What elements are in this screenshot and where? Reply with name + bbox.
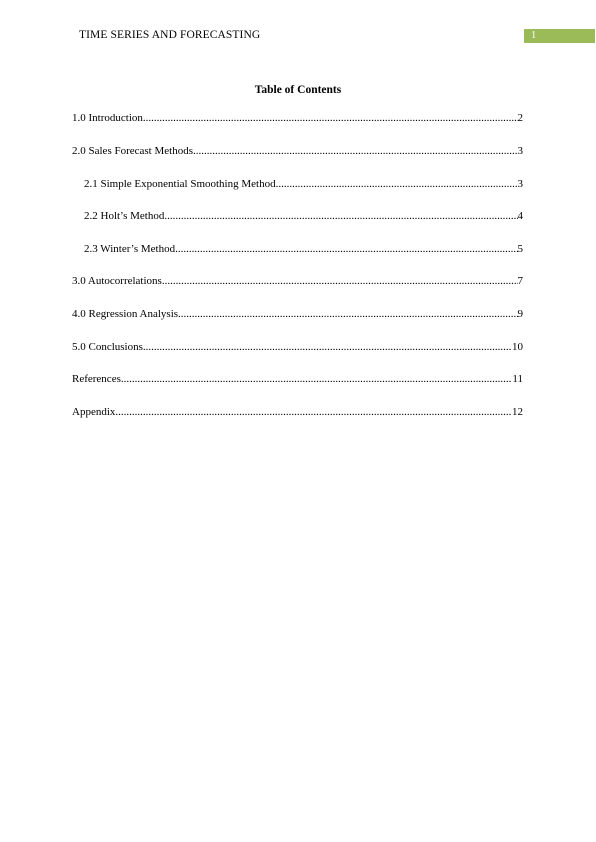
toc-entry-simple-exponential-smoothing[interactable] <box>84 177 523 191</box>
running-head: TIME SERIES AND FORECASTING <box>79 29 261 41</box>
toc-entry-label: 2.0 Sales Forecast Methods <box>72 145 193 157</box>
toc-dot-leader <box>143 111 518 125</box>
toc-entry-page: 11 <box>512 373 523 385</box>
toc-dot-leader <box>143 340 512 354</box>
toc-entry-introduction[interactable] <box>72 111 523 125</box>
toc-entry-page: 12 <box>512 406 523 418</box>
toc-entry-page: 3 <box>517 178 523 190</box>
toc-entry-label: 2.2 Holt’s Method <box>84 210 165 222</box>
toc-entry-page: 3 <box>517 145 523 157</box>
toc-entry-autocorrelations[interactable] <box>72 274 523 288</box>
toc-dot-leader <box>276 177 518 191</box>
toc-entry-regression-analysis[interactable] <box>72 307 523 321</box>
toc-entry-label: References <box>72 373 121 385</box>
toc-entry-label: 1.0 Introduction <box>72 112 143 124</box>
toc-dot-leader <box>178 307 517 321</box>
toc-entry-page: 7 <box>517 275 523 287</box>
toc-entry-conclusions[interactable] <box>72 340 523 354</box>
toc-dot-leader <box>175 242 517 256</box>
toc-dot-leader <box>164 209 517 223</box>
toc-entry-sales-forecast-methods[interactable] <box>72 144 523 158</box>
toc-entry-page: 9 <box>517 308 523 320</box>
toc-entry-label: 5.0 Conclusions <box>72 341 143 353</box>
toc-entry-appendix[interactable] <box>72 405 523 419</box>
toc-entry-label: 2.3 Winter’s Method <box>84 243 176 255</box>
toc-entry-references[interactable] <box>72 372 523 386</box>
toc-entry-label: 3.0 Autocorrelations <box>72 275 162 287</box>
toc-entry-winters-method[interactable] <box>84 242 523 256</box>
toc-dot-leader <box>115 405 512 419</box>
toc-entry-page: 10 <box>512 341 523 353</box>
toc-entry-page: 5 <box>517 243 523 255</box>
toc-dot-leader <box>193 144 518 158</box>
toc-entry-label: Appendix <box>72 406 116 418</box>
toc-dot-leader <box>162 274 518 288</box>
toc-entry-page: 4 <box>517 210 523 222</box>
toc-entry-holts-method[interactable] <box>84 209 523 223</box>
toc-title: Table of Contents <box>254 84 342 96</box>
toc-entry-label: 2.1 Simple Exponential Smoothing Method <box>84 178 276 190</box>
page-number: 1 <box>524 29 595 43</box>
toc-entry-label: 4.0 Regression Analysis <box>72 308 179 320</box>
toc-dot-leader <box>121 372 513 386</box>
toc-entry-page: 2 <box>517 112 523 124</box>
